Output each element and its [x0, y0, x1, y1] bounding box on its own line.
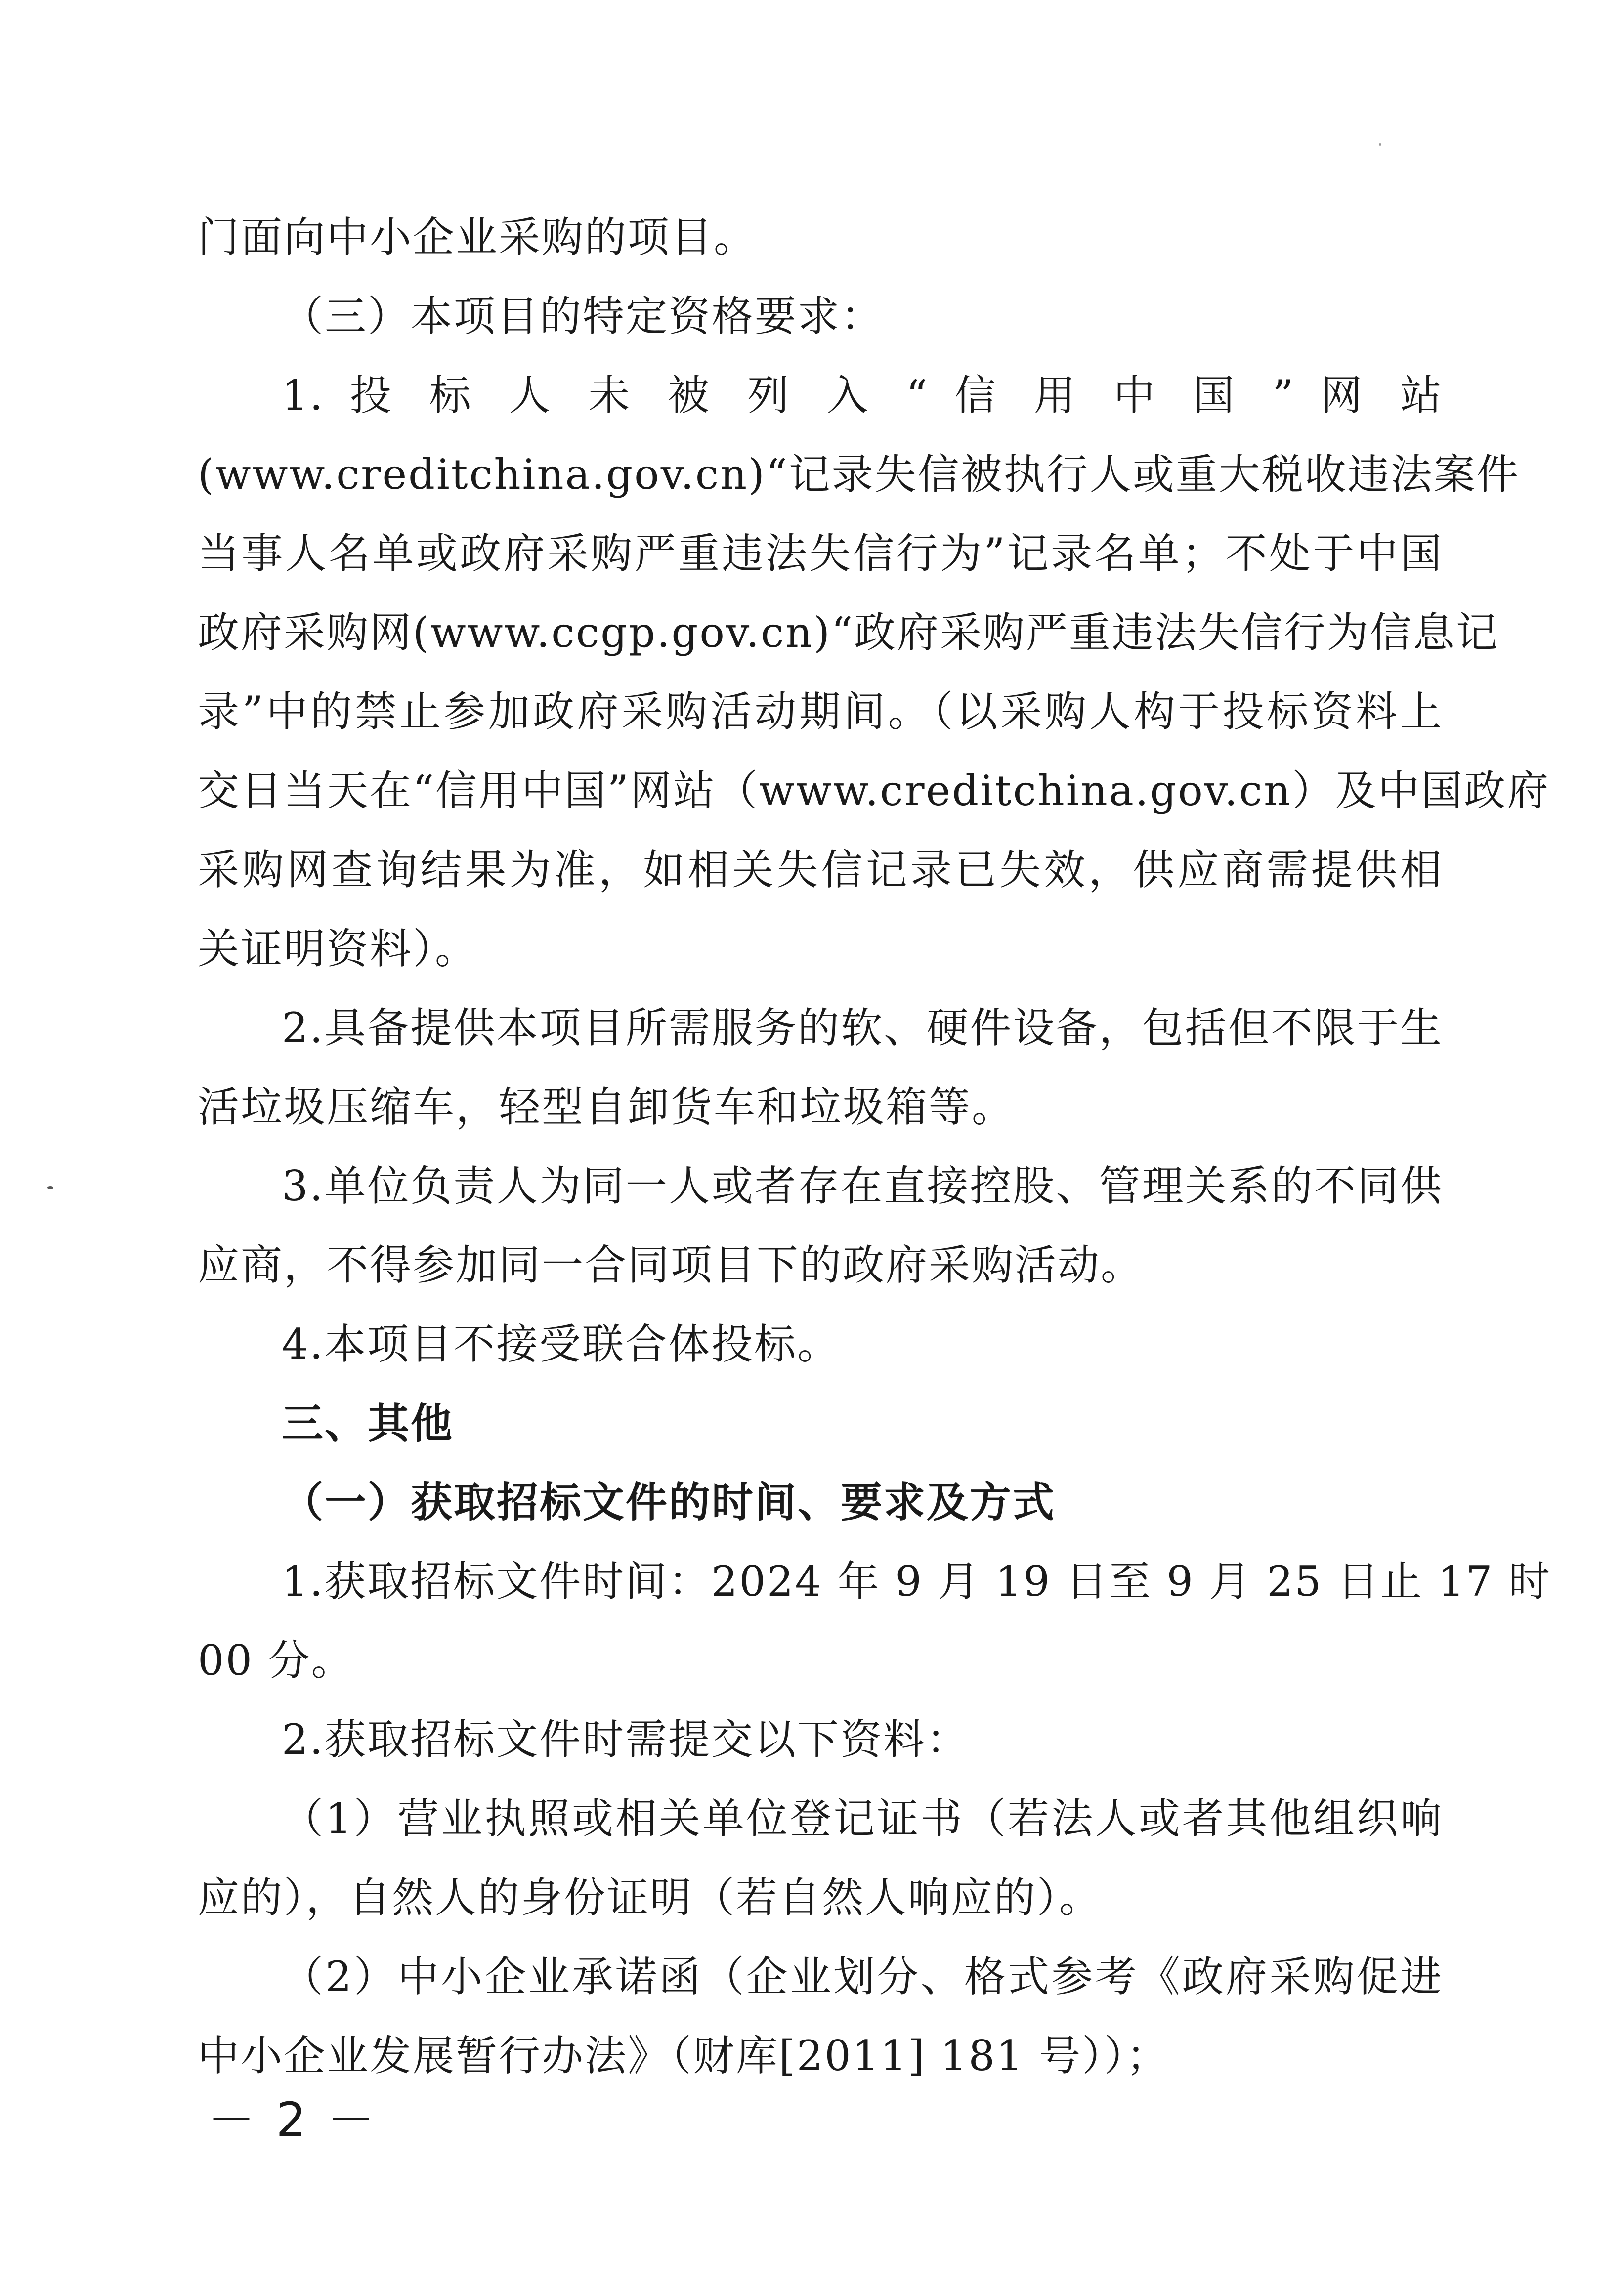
- text-line-4: (www.creditchina.gov.cn)“记录失信被执行人或重大税收违法案件: [198, 450, 1520, 499]
- text-line-20: 2.获取招标文件时需提交以下资料：: [282, 1715, 970, 1764]
- text-line-3: 1. 投 标 人 未 被 列 入 “ 信 用 中 国 ” 网 站: [282, 371, 1443, 420]
- text-line-9: 采购网查询结果为准，如相关失信记录已失效，供应商需提供相: [198, 846, 1443, 894]
- text-line-11: 2.具备提供本项目所需服务的软、硬件设备，包括但不限于生: [282, 1004, 1443, 1052]
- text-line-5: 当事人名单或政府采购严重违法失信行为”记录名单；不处于中国: [198, 529, 1443, 578]
- scan-speck: [47, 1186, 53, 1189]
- text-line-18: 1.获取招标文件时间：2024 年 9 月 19 日至 9 月 25 日止 17 时: [282, 1557, 1552, 1606]
- page-number: － 2 －: [208, 2092, 378, 2148]
- text-line-12: 活垃圾压缩车，轻型自卸货车和垃圾箱等。: [198, 1083, 1015, 1131]
- text-line-13: 3.单位负责人为同一人或者存在直接控股、管理关系的不同供: [282, 1162, 1443, 1210]
- text-line-1: 门面向中小企业采购的项目。: [198, 213, 757, 261]
- text-line-24: 中小企业发展暂行办法》（财库[2011] 181 号））；: [198, 2032, 1170, 2080]
- subsection-heading-obtain-documents: （一）获取招标文件的时间、要求及方式: [282, 1478, 1056, 1527]
- text-line-8: 交日当天在“信用中国”网站（www.creditchina.gov.cn）及中国政府: [198, 766, 1550, 815]
- text-line-6: 政府采购网(www.ccgp.gov.cn)“政府采购严重违法失信行为信息记: [198, 608, 1499, 657]
- text-line-22: 应的），自然人的身份证明（若自然人响应的）。: [198, 1873, 1103, 1922]
- text-line-21: （1）营业执照或相关单位登记证书（若法人或者其他组织响: [282, 1794, 1443, 1843]
- text-line-2: （三）本项目的特定资格要求：: [282, 292, 884, 340]
- text-line-10: 关证明资料）。: [198, 925, 478, 973]
- section-heading-other: 三、其他: [282, 1399, 454, 1447]
- text-line-7: 录”中的禁止参加政府采购活动期间。（以采购人构于投标资料上: [198, 687, 1443, 736]
- text-line-23: （2）中小企业承诺函（企业划分、格式参考《政府采购促进: [282, 1953, 1443, 2001]
- text-line-14: 应商，不得参加同一合同项目下的政府采购活动。: [198, 1241, 1144, 1289]
- text-line-15: 4.本项目不接受联合体投标。: [282, 1320, 841, 1368]
- scan-speck: [1379, 143, 1381, 146]
- text-line-19: 00 分。: [198, 1636, 354, 1685]
